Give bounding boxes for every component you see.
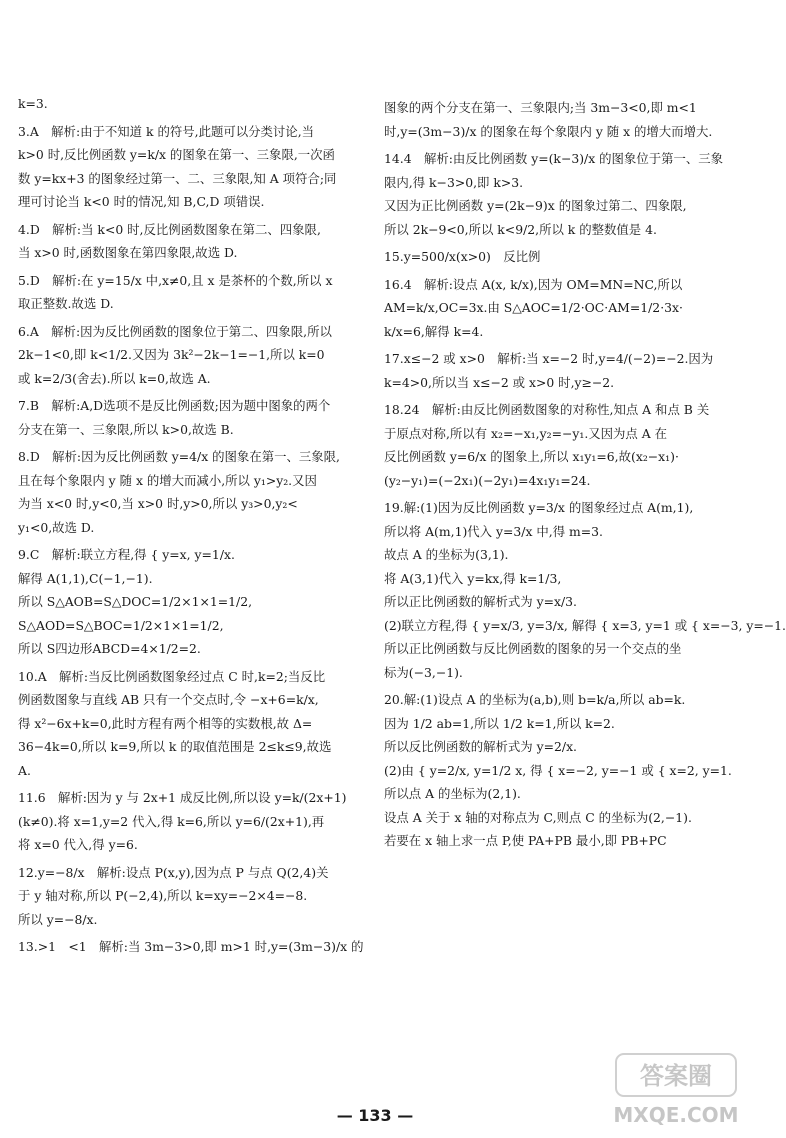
answer-line: 7.B 解析:A,D选项不是反比例函数;因为题中图象的两个 (18, 398, 331, 413)
answer-line: 所以 S△AOB=S△DOC=1/2×1×1=1/2, (18, 594, 253, 609)
answer-line: 所以正比例函数的解析式为 y=x/3. (384, 594, 577, 609)
answer-line: 11.6 解析:因为 y 与 2x+1 成反比例,所以设 y=k/(2x+1) (18, 790, 347, 805)
answer-entry (18, 320, 370, 391)
answer-line: 所以将 A(m,1)代入 y=3/x 中,得 m=3. (384, 523, 603, 539)
answer-line: 8.D 解析:因为反比例函数 y=4/x 的图象在第一、三象限, (18, 449, 340, 464)
answer-line: 17.x≤−2 或 x>0 解析:当 x=−2 时,y=4/(−2)=−2.因为 (384, 351, 714, 366)
answer-line: 得 x²−6x+k=0,此时方程有两个相等的实数根,故 Δ= (18, 715, 313, 731)
answer-line: k>0 时,反比例函数 y=k/x 的图象在第一、三象限,一次函 (18, 147, 335, 162)
answer-entry (18, 120, 370, 214)
answer-line: 故点 A 的坐标为(3,1). (384, 547, 509, 562)
answer-line: 3.A 解析:由于不知道 k 的符号,此题可以分类讨论,当 (18, 123, 315, 139)
answer-line: 4.D 解析:当 k<0 时,反比例函数图象在第二、四象限, (18, 221, 321, 237)
answer-entry (18, 861, 370, 932)
answer-line: 所以 S四边形ABCD=4×1/2=2. (18, 641, 201, 656)
answer-line: 理可讨论当 k<0 时的情况,知 B,C,D 项错误. (18, 194, 265, 209)
answer-entry (384, 688, 734, 853)
answer-line: 例函数图象与直线 AB 只有一个交点时,令 −x+6=k/x, (18, 692, 319, 707)
answer-line: 所以 2k−9<0,所以 k<9/2,所以 k 的整数值是 4. (384, 221, 657, 237)
answer-entry (18, 786, 370, 857)
answer-entry (384, 245, 734, 269)
answer-line: 2k−1<0,即 k<1/2.又因为 3k²−2k−1=−1,所以 k=0 (18, 347, 325, 362)
answer-line: 且在每个象限内 y 随 x 的增大而减小,所以 y₁>y₂.又因 (18, 472, 317, 488)
answer-line: 所以点 A 的坐标为(2,1). (384, 786, 521, 801)
answer-entry (18, 394, 370, 441)
page-number: — 133 — (336, 1106, 414, 1125)
answer-line: 因为 1/2 ab=1,所以 1/2 k=1,所以 k=2. (384, 715, 615, 731)
answer-line: 14.4 解析:由反比例函数 y=(k−3)/x 的图象位于第一、三象 (384, 151, 724, 166)
answer-line: 36−4k=0,所以 k=9,所以 k 的取值范围是 2≤k≤9,故选 (18, 739, 332, 754)
answer-line: 为当 x<0 时,y<0,当 x>0 时,y>0,所以 y₃>0,y₂< (18, 496, 298, 511)
answer-line: (2)联立方程,得 { y=x/3, y=3/x, 解得 { x=3, y=1 或 { x=−3, y=−1. (384, 617, 786, 633)
left-column (18, 92, 370, 963)
answer-line: 或 k=2/3(舍去).所以 k=0,故选 A. (18, 370, 211, 386)
answer-entry (18, 935, 370, 959)
answer-line: 标为(−3,−1). (384, 664, 463, 680)
answer-line: 分支在第一、三象限,所以 k>0,故选 B. (18, 421, 234, 437)
answer-line: 19.解:(1)因为反比例函数 y=3/x 的图象经过点 A(m,1), (384, 500, 694, 515)
answer-line: 13.>1 <1 解析:当 3m−3>0,即 m>1 时,y=(3m−3)/x 的 (18, 939, 364, 954)
answer-line: 18.24 解析:由反比例函数图象的对称性,知点 A 和点 B 关 (384, 402, 710, 417)
answer-entry (18, 445, 370, 539)
answer-entry (384, 347, 734, 394)
answer-entry (18, 543, 370, 661)
answer-line: 限内,得 k−3>0,即 k>3. (384, 174, 524, 190)
answer-line: 设点 A 关于 x 轴的对称点为 C,则点 C 的坐标为(2,−1). (384, 809, 692, 825)
answer-line: 将 x=0 代入,得 y=6. (18, 837, 138, 852)
answer-line: 于原点对称,所以有 x₂=−x₁,y₂=−y₁.又因为点 A 在 (384, 425, 668, 441)
answer-line: 将 A(3,1)代入 y=kx,得 k=1/3, (384, 570, 562, 586)
answer-line: (y₂−y₁)=(−2x₁)(−2y₁)=4x₁y₁=24. (384, 472, 591, 488)
answer-entry (384, 273, 734, 344)
answer-entry (384, 398, 734, 492)
answer-entry (384, 496, 786, 684)
answer-line: (k≠0).将 x=1,y=2 代入,得 k=6,所以 y=6/(2x+1),再 (18, 813, 325, 829)
answer-line: 20.解:(1)设点 A 的坐标为(a,b),则 b=k/a,所以 ab=k. (384, 692, 686, 707)
answer-line: 数 y=kx+3 的图象经过第一、二、三象限,知 A 项符合;同 (18, 170, 337, 186)
watermark-logo (612, 1050, 740, 1134)
answer-line: k=3. (18, 96, 48, 111)
answer-entry (384, 96, 734, 143)
answer-entry (18, 269, 370, 316)
answer-line: 又因为正比例函数 y=(2k−9)x 的图象过第二、四象限, (384, 198, 687, 213)
answer-line: 图象的两个分支在第一、三象限内;当 3m−3<0,即 m<1 (384, 100, 697, 115)
answer-line: 所以正比例函数与反比例函数的图象的另一个交点的坐 (384, 641, 682, 656)
answer-line: 于 y 轴对称,所以 P(−2,4),所以 k=xy=−2×4=−8. (18, 888, 308, 903)
answer-entry (18, 92, 370, 116)
answer-line: y₁<0,故选 D. (18, 519, 95, 535)
answer-line: 所以 y=−8/x. (18, 911, 98, 927)
answer-line: (2)由 { y=2/x, y=1/2 x, 得 { x=−2, y=−1 或 { x=2, y=1. (384, 762, 732, 778)
answer-entry (384, 147, 734, 241)
answer-line: 9.C 解析:联立方程,得 { y=x, y=1/x. (18, 547, 235, 562)
watermark-text-1: 答案圈 (640, 1062, 712, 1090)
answer-entry (18, 218, 370, 265)
answer-line: k=4>0,所以当 x≤−2 或 x>0 时,y≥−2. (384, 374, 615, 390)
answer-line: 5.D 解析:在 y=15/x 中,x≠0,且 x 是茶杯的个数,所以 x (18, 272, 333, 288)
answer-line: A. (18, 762, 31, 778)
answer-line: 取正整数.故选 D. (18, 296, 114, 311)
answer-line: 若要在 x 轴上求一点 P,使 PA+PB 最小,即 PB+PC (384, 833, 667, 848)
answer-line: S△AOD=S△BOC=1/2×1×1=1/2, (18, 617, 224, 633)
answer-line: 10.A 解析:当反比例函数图象经过点 C 时,k=2;当反比 (18, 668, 326, 684)
answer-line: 15.y=500/x(x>0) 反比例 (384, 249, 541, 264)
answer-entry (18, 665, 370, 783)
answer-line: 时,y=(3m−3)/x 的图象在每个象限内 y 随 x 的增大而增大. (384, 123, 713, 139)
answer-line: AM=k/x,OC=3x.由 S△AOC=1/2·OC·AM=1/2·3x· (384, 300, 683, 315)
right-column (384, 96, 786, 857)
answer-line: 12.y=−8/x 解析:设点 P(x,y),因为点 P 与点 Q(2,4)关 (18, 864, 329, 880)
answer-line: 6.A 解析:因为反比例函数的图象位于第二、四象限,所以 (18, 323, 332, 339)
answer-line: 当 x>0 时,函数图象在第四象限,故选 D. (18, 245, 238, 260)
answer-line: 解得 A(1,1),C(−1,−1). (18, 570, 153, 586)
answer-line: 反比例函数 y=6/x 的图象上,所以 x₁y₁=6,故(x₂−x₁)· (384, 449, 679, 464)
answer-line: k/x=6,解得 k=4. (384, 323, 484, 339)
watermark-text-2: MXQE.COM (613, 1103, 739, 1127)
answer-line: 所以反比例函数的解析式为 y=2/x. (384, 739, 577, 754)
answer-line: 16.4 解析:设点 A(x, k/x),因为 OM=MN=NC,所以 (384, 276, 683, 292)
